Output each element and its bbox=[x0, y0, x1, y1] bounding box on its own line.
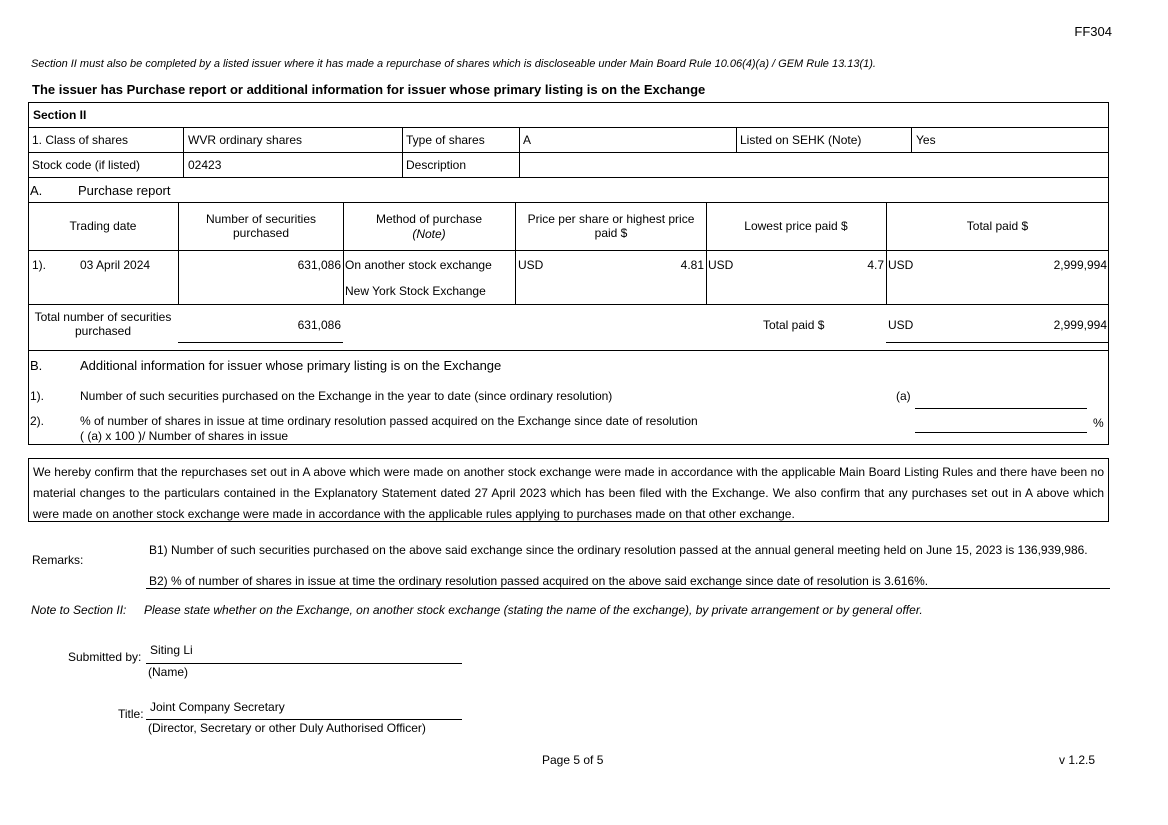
divider bbox=[178, 202, 179, 304]
signature-line bbox=[146, 663, 462, 664]
divider bbox=[886, 202, 887, 304]
stock-code-value: 02423 bbox=[188, 158, 222, 172]
row-lowest-currency: USD bbox=[708, 258, 734, 272]
type-of-shares-value: A bbox=[523, 133, 532, 147]
header-lowest-price: Lowest price paid $ bbox=[744, 219, 848, 233]
row-total-currency: USD bbox=[888, 258, 914, 272]
row-exchange-name: New York Stock Exchange bbox=[345, 284, 486, 298]
title-caption: (Director, Secretary or other Duly Authorised Officer) bbox=[148, 721, 426, 735]
divider bbox=[28, 202, 1109, 203]
divider bbox=[28, 304, 1109, 305]
item1-marker: (a) bbox=[896, 389, 911, 403]
part-a-letter: A. bbox=[30, 183, 43, 198]
row-price-value: 4.81 bbox=[680, 258, 704, 272]
divider bbox=[736, 127, 737, 152]
class-of-shares-label: 1. Class of shares bbox=[32, 133, 129, 147]
row-trading-date: 03 April 2024 bbox=[80, 258, 151, 272]
total-paid-value: 2,999,994 bbox=[1053, 318, 1107, 332]
item1-text: Number of such securities purchased on the Exchange in the year to date (since ordinary resolution) bbox=[80, 389, 613, 403]
remarks-underline bbox=[146, 588, 1110, 589]
divider bbox=[28, 250, 1109, 251]
divider bbox=[911, 127, 912, 152]
part-b-title: Additional information for issuer whose primary listing is on the Exchange bbox=[80, 358, 502, 373]
submitted-name: Siting Li bbox=[150, 643, 193, 657]
form-code: FF304 bbox=[1074, 24, 1112, 39]
item1-index: 1). bbox=[30, 389, 45, 403]
divider bbox=[28, 177, 1109, 178]
row-index: 1). bbox=[32, 258, 47, 272]
header-number-purchased: Number of securities purchased bbox=[205, 212, 317, 240]
page-number: Page 5 of 5 bbox=[542, 753, 604, 767]
title-line bbox=[146, 719, 462, 720]
row-price-currency: USD bbox=[518, 258, 544, 272]
underline bbox=[178, 342, 343, 343]
row-total-value: 2,999,994 bbox=[1053, 258, 1107, 272]
version: v 1.2.5 bbox=[1059, 753, 1096, 767]
divider bbox=[402, 127, 403, 177]
remarks-b1: B1) Number of such securities purchased on the above said exchange since the ordinary resolution passed at the annual general meeting held on June 15, 2023 is 136,939,986. bbox=[149, 543, 1088, 557]
item2-formula: ( (a) x 100 )/ Number of shares in issue bbox=[80, 429, 289, 443]
header-method: Method of purchase bbox=[375, 212, 483, 226]
underline bbox=[886, 342, 1109, 343]
item1-blank-line bbox=[915, 408, 1087, 409]
listed-on-sehk-value: Yes bbox=[916, 133, 936, 147]
row-lowest-value: 4.7 bbox=[867, 258, 884, 272]
remarks-label: Remarks: bbox=[32, 553, 84, 567]
listed-on-sehk-label: Listed on SEHK (Note) bbox=[740, 133, 862, 147]
item2-unit: % bbox=[1093, 416, 1104, 430]
divider bbox=[519, 127, 520, 177]
divider bbox=[183, 127, 184, 177]
page-heading: The issuer has Purchase report or additional information for issuer whose primary listing is on the Exchange bbox=[32, 82, 706, 97]
part-b-letter: B. bbox=[30, 358, 43, 373]
total-paid-currency: USD bbox=[888, 318, 914, 332]
header-method-note: (Note) bbox=[412, 227, 446, 241]
total-number-label: Total number of securities purchased bbox=[34, 310, 172, 338]
item2-text: % of number of shares in issue at time ordinary resolution passed acquired on the Exchange since date of resolution bbox=[80, 414, 698, 428]
class-of-shares-value: WVR ordinary shares bbox=[188, 133, 303, 147]
description-label: Description bbox=[406, 158, 467, 172]
note-label: Note to Section II: bbox=[31, 603, 127, 617]
remarks-b2: B2) % of number of shares in issue at time the ordinary resolution passed acquired on the above said exchange since date of resolution is 3.616%. bbox=[149, 574, 929, 588]
title-value: Joint Company Secretary bbox=[150, 700, 285, 714]
header-total-paid: Total paid $ bbox=[966, 219, 1029, 233]
total-paid-label: Total paid $ bbox=[763, 318, 825, 332]
divider bbox=[28, 152, 1109, 153]
item2-blank-line bbox=[915, 432, 1087, 433]
row-method: On another stock exchange bbox=[345, 258, 492, 272]
section-label: Section II bbox=[33, 108, 87, 122]
row-number-purchased: 631,086 bbox=[297, 258, 341, 272]
part-a-title: Purchase report bbox=[78, 183, 171, 198]
title-label: Title: bbox=[118, 707, 144, 721]
submitted-by-label: Submitted by: bbox=[68, 650, 142, 664]
confirmation-box bbox=[28, 458, 1109, 522]
type-of-shares-label: Type of shares bbox=[406, 133, 485, 147]
header-price: Price per share or highest price paid $ bbox=[527, 212, 695, 240]
intro-note: Section II must also be completed by a listed issuer where it has made a repurchase of shares which is discloseable under Main Board Rule 10.06(4)(a) / GEM Rule 13.13(1). bbox=[31, 58, 876, 70]
confirmation-text: We hereby confirm that the repurchases set out in A above which were made on another stock exchange were made in accordance with the applicable Main Board Listing Rules and there have been no material changes to the particulars contained in the Explanatory Statement dated 27 April 2023 which has been filed with the Exchange. We also confirm that any purchases set out in A above which were made on another stock exchange were made in accordance with the applicable rules applying to purchases made on that other exchange. bbox=[33, 465, 1104, 521]
divider bbox=[515, 202, 516, 304]
item2-index: 2). bbox=[30, 414, 45, 428]
note-text: Please state whether on the Exchange, on another stock exchange (stating the name of the exchange), by private arrangement or by general offer. bbox=[144, 603, 923, 617]
divider bbox=[28, 127, 1109, 128]
name-caption: (Name) bbox=[148, 665, 189, 679]
divider bbox=[706, 202, 707, 304]
header-trading-date: Trading date bbox=[69, 219, 137, 233]
total-number-value: 631,086 bbox=[297, 318, 341, 332]
stock-code-label: Stock code (if listed) bbox=[32, 158, 141, 172]
